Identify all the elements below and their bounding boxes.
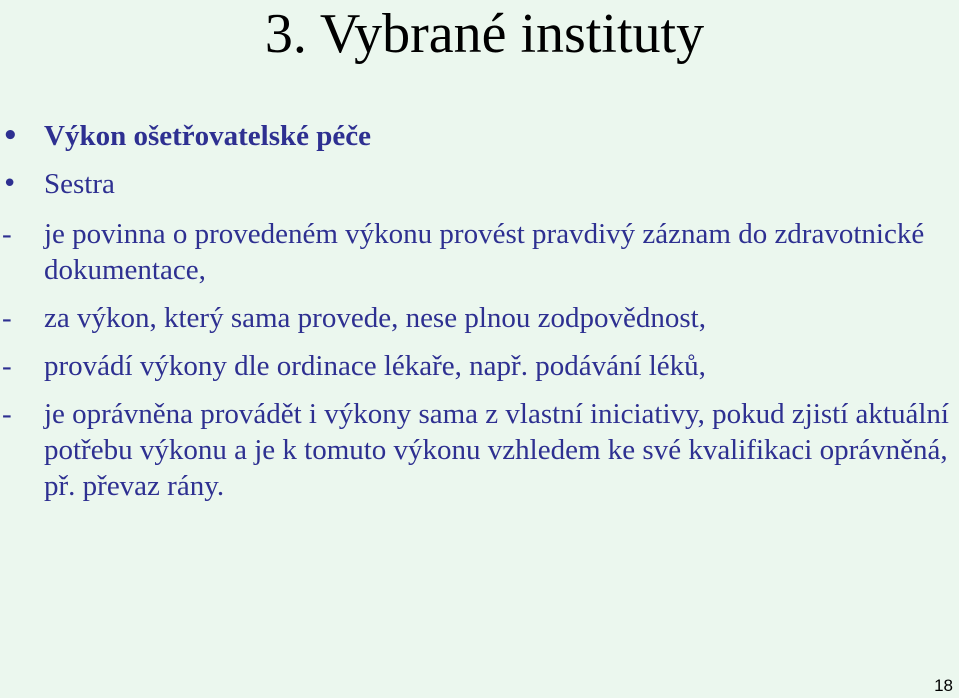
bullet-text: Sestra [44,168,115,200]
slide-content [0,118,950,504]
bullet-item-heading [0,118,950,154]
dash-item-zaznam [0,216,950,288]
dash-marker: - [2,398,12,430]
slide-title: 3. Vybrané instituty [264,3,705,65]
dash-text: je povinna o provedeném výkonu provést pravdivý záznam do zdravotnické dokumentace, [44,218,925,286]
dash-item-zodpovednost [0,300,950,336]
dash-text: za výkon, který sama provede, nese plnou zodpovědnost, [44,302,706,334]
bullet-marker: • [2,169,18,199]
dash-marker: - [2,302,12,334]
bullet-marker: • [2,121,19,151]
page-number: 18 [934,676,953,695]
dash-item-ordinace [0,348,950,384]
dash-item-iniciativa [0,396,950,504]
dash-text: je oprávněna provádět i výkony sama z vlastní iniciativy, pokud zjistí aktuální potřebu výkonu a je k tomuto výkonu vzhledem ke své kvalifikaci oprávněná, př. převaz rány. [44,398,949,502]
bullet-text: Výkon ošetřovatelské péče [44,120,372,152]
dash-marker: - [2,350,12,382]
bullet-item-sestra [0,166,950,202]
dash-marker: - [2,218,12,250]
dash-text: provádí výkony dle ordinace lékaře, např. podávání léků, [44,350,706,382]
